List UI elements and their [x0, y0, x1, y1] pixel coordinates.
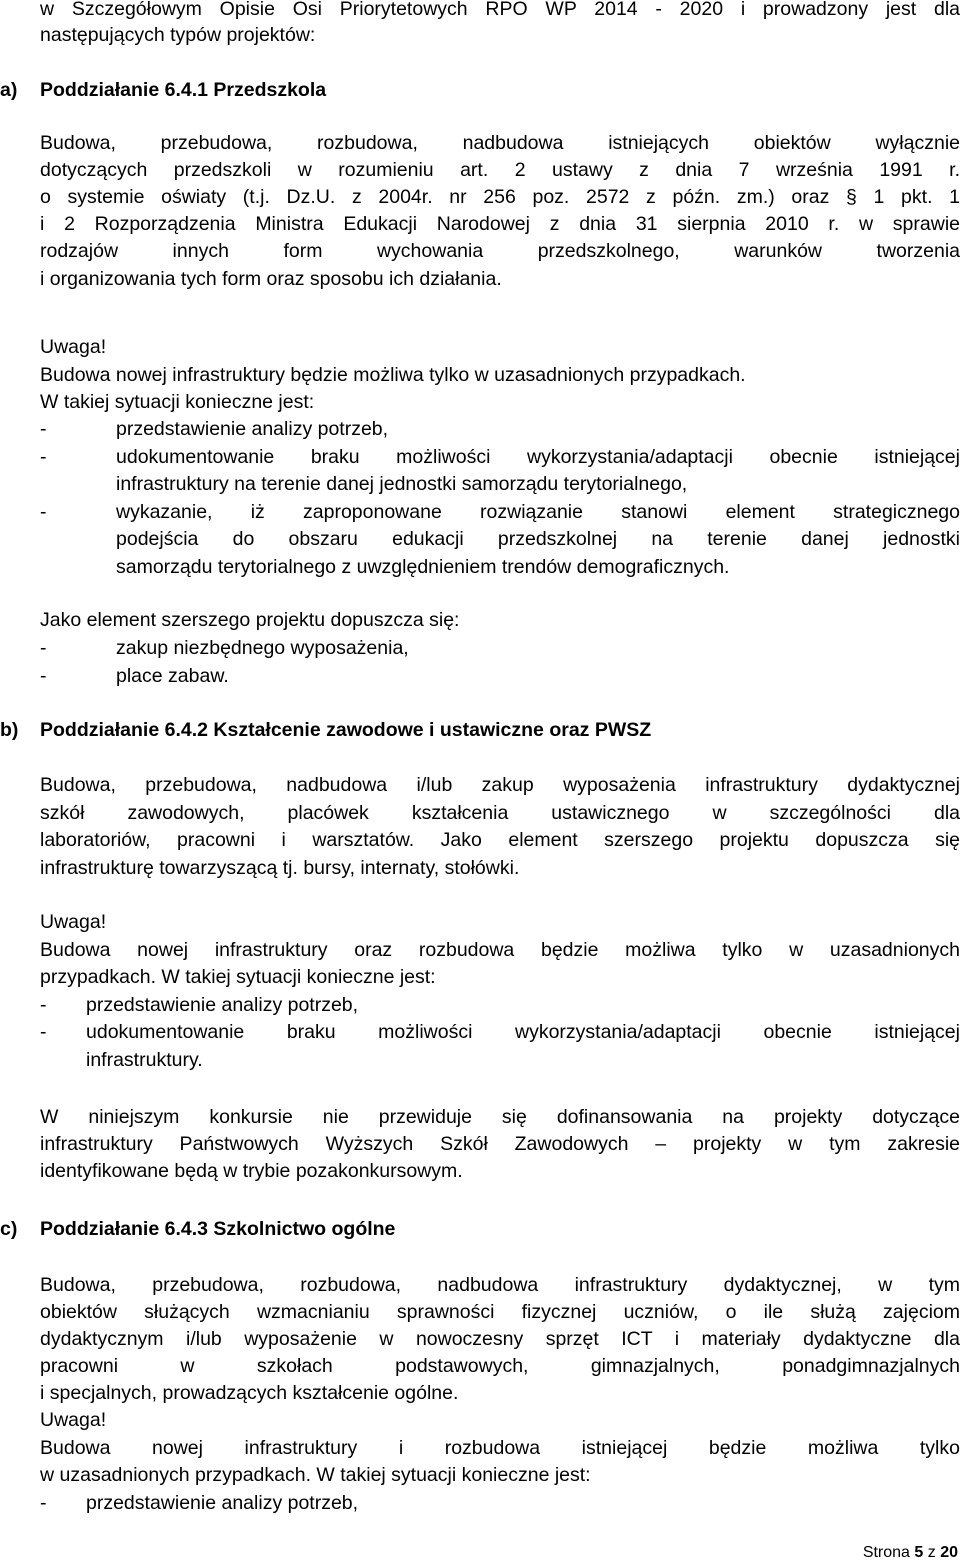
paragraph-line: W niniejszym konkursie nie przewiduje się dofinansowania na projekty dotyczące — [40, 1106, 960, 1128]
paragraph-line: rodzajów innych form wychowania przedszkolnego, warunków tworzenia — [40, 240, 960, 262]
page-footer — [863, 1543, 958, 1563]
paragraph-line: i organizowania tych form oraz sposobu ich działania. — [40, 268, 502, 290]
scope-item: place zabaw. — [116, 665, 229, 687]
paragraph-line: obiektów służących wzmacnianiu sprawności fizycznej uczniów, o ile służą zajęciom — [40, 1301, 960, 1323]
bullet-dash: - — [40, 1021, 47, 1043]
paragraph-line: i 2 Rozporządzenia Ministra Edukacji Narodowej z dnia 31 sierpnia 2010 r. w sprawie — [40, 213, 960, 235]
note-line: W takiej sytuacji konieczne jest: — [40, 391, 315, 413]
paragraph-line: infrastrukturę towarzyszącą tj. bursy, internaty, stołówki. — [40, 857, 520, 879]
paragraph-line: Budowa, przebudowa, rozbudowa, nadbudowa istniejących obiektów wyłącznie — [40, 132, 960, 154]
note-label: Uwaga! — [40, 336, 107, 358]
paragraph-line: infrastruktury Państwowych Wyższych Szkół Zawodowych – projekty w tym zakresie — [40, 1133, 960, 1155]
scope-label: Jako element szerszego projektu dopuszcza się: — [40, 609, 460, 631]
bullet-item: przedstawienie analizy potrzeb, — [116, 418, 389, 440]
bullet-item: przedstawienie analizy potrzeb, — [86, 994, 359, 1016]
section-c-title: Poddziałanie 6.4.3 Szkolnictwo ogólne — [40, 1218, 396, 1240]
section-c-marker: c) — [0, 1218, 18, 1240]
bullet-item: infrastruktury na terenie danej jednostki samorządu terytorialnego, — [116, 473, 688, 495]
note-line: Budowa nowej infrastruktury i rozbudowa istniejącej będzie możliwa tylko — [40, 1437, 960, 1459]
footer-page-number: 5 — [914, 1544, 924, 1561]
bullet-dash: - — [40, 665, 47, 687]
bullet-dash: - — [40, 501, 47, 523]
paragraph-line: o systemie oświaty (t.j. Dz.U. z 2004r. nr 256 poz. 2572 z późn. zm.) oraz § 1 pkt. 1 — [40, 186, 960, 208]
note-line: w uzasadnionych przypadkach. W takiej sytuacji konieczne jest: — [40, 1464, 591, 1486]
paragraph-line: Budowa, przebudowa, rozbudowa, nadbudowa infrastruktury dydaktycznej, w tym — [40, 1274, 960, 1296]
bullet-item: przedstawienie analizy potrzeb, — [86, 1492, 359, 1514]
paragraph-line: laboratoriów, pracowni i warsztatów. Jako element szerszego projektu dopuszcza się — [40, 829, 960, 851]
footer-prefix: Strona — [862, 1544, 915, 1561]
paragraph-line: dydaktycznym i/lub wyposażenie w nowoczesny sprzęt ICT i materiały dydaktyczne dla — [40, 1328, 960, 1350]
note-label: Uwaga! — [40, 911, 107, 933]
bullet-dash: - — [40, 446, 47, 468]
intro-line: w Szczegółowym Opisie Osi Priorytetowych RPO WP 2014 - 2020 i prowadzony jest dla — [40, 0, 960, 20]
scope-item: zakup niezbędnego wyposażenia, — [116, 637, 409, 659]
section-b-title: Poddziałanie 6.4.2 Kształcenie zawodowe i ustawiczne oraz PWSZ — [40, 719, 652, 741]
section-b-marker: b) — [0, 719, 19, 741]
section-a-title: Poddziałanie 6.4.1 Przedszkola — [40, 79, 327, 101]
note-label: Uwaga! — [40, 1409, 107, 1431]
paragraph-line: i specjalnych, prowadzących kształcenie ogólne. — [40, 1382, 459, 1404]
note-line: Budowa nowej infrastruktury oraz rozbudowa będzie możliwa tylko w uzasadnionych — [40, 939, 960, 961]
bullet-item: udokumentowanie braku możliwości wykorzystania/adaptacji obecnie istniejącej — [86, 1021, 960, 1043]
paragraph-line: pracowni w szkołach podstawowych, gimnazjalnych, ponadgimnazjalnych — [40, 1355, 960, 1377]
paragraph-line: Budowa, przebudowa, nadbudowa i/lub zakup wyposażenia infrastruktury dydaktycznej — [40, 774, 960, 796]
footer-mid: z — [923, 1544, 941, 1561]
bullet-dash: - — [40, 637, 47, 659]
paragraph-line: dotyczących przedszkoli w rozumieniu art. 2 ustawy z dnia 7 września 1991 r. — [40, 159, 960, 181]
bullet-dash: - — [40, 994, 47, 1016]
bullet-dash: - — [40, 418, 47, 440]
paragraph-line: identyfikowane będą w trybie pozakonkursowym. — [40, 1160, 463, 1182]
bullet-item: samorządu terytorialnego z uwzględnieniem trendów demograficznych. — [116, 556, 730, 578]
bullet-item: wykazanie, iż zaproponowane rozwiązanie stanowi element strategicznego — [116, 501, 960, 523]
note-line: przypadkach. W takiej sytuacji konieczne jest: — [40, 966, 436, 988]
note-line: Budowa nowej infrastruktury będzie możliwa tylko w uzasadnionych przypadkach. — [40, 364, 746, 386]
intro-line: następujących typów projektów: — [40, 24, 316, 46]
bullet-item: infrastruktury. — [86, 1049, 203, 1071]
paragraph-line: szkół zawodowych, placówek kształcenia ustawicznego w szczególności dla — [40, 802, 960, 824]
bullet-dash: - — [40, 1492, 47, 1514]
bullet-item: podejścia do obszaru edukacji przedszkolnej na terenie danej jednostki — [116, 528, 960, 550]
section-a-marker: a) — [0, 79, 18, 101]
bullet-item: udokumentowanie braku możliwości wykorzystania/adaptacji obecnie istniejącej — [116, 446, 960, 468]
footer-page-total: 20 — [940, 1544, 958, 1561]
